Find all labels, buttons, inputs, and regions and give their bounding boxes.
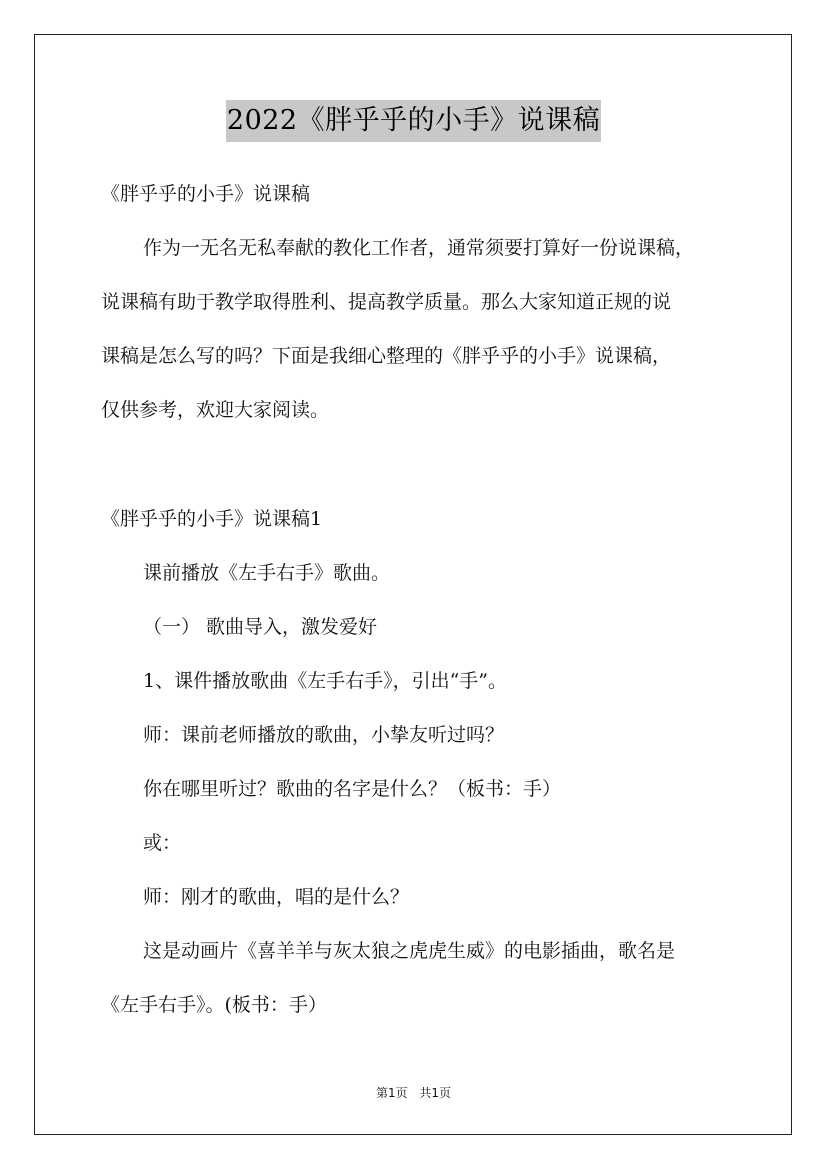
title-container: [0, 100, 827, 142]
page-number: 第1页: [375, 1086, 408, 1100]
section-title: 《胖乎乎的小手》说课稿1: [101, 508, 323, 530]
body-line-8: 这是动画片《喜羊羊与灰太狼之虎虎生威》的电影插曲，歌名是: [143, 940, 676, 962]
document-subtitle: 《胖乎乎的小手》说课稿: [101, 183, 311, 205]
intro-line-2: 说课稿有助于教学取得胜利、提高教学质量。那么大家知道正规的说: [101, 291, 672, 313]
document-title: 2022《胖乎乎的小手》说课稿: [226, 100, 601, 142]
intro-line-1: 作为一无名无私奉献的教化工作者，通常须要打算好一份说课稿，: [143, 237, 695, 259]
body-line-1: 课前播放《左手右手》歌曲。: [143, 562, 391, 584]
body-line-5: 你在哪里听过？歌曲的名字是什么？（板书：手）: [143, 778, 562, 800]
body-line-2: （一） 歌曲导入，激发爱好: [143, 616, 378, 638]
body-line-7: 师：刚才的歌曲，唱的是什么？: [143, 886, 410, 908]
body-line-9: 《左手右手》。(板书：手）: [101, 994, 327, 1016]
page-footer: [0, 1084, 827, 1101]
intro-line-3: 课稿是怎么写的吗？下面是我细心整理的《胖乎乎的小手》说课稿，: [101, 345, 672, 367]
body-line-3: 1、课件播放歌曲《左手右手》，引出“手”。: [143, 670, 508, 692]
page-total: 共1页: [419, 1086, 452, 1100]
intro-line-4: 仅供参考，欢迎大家阅读。: [101, 399, 330, 421]
body-line-4: 师：课前老师播放的歌曲，小挚友听过吗？: [143, 724, 505, 746]
body-line-6: 或：: [143, 832, 182, 854]
